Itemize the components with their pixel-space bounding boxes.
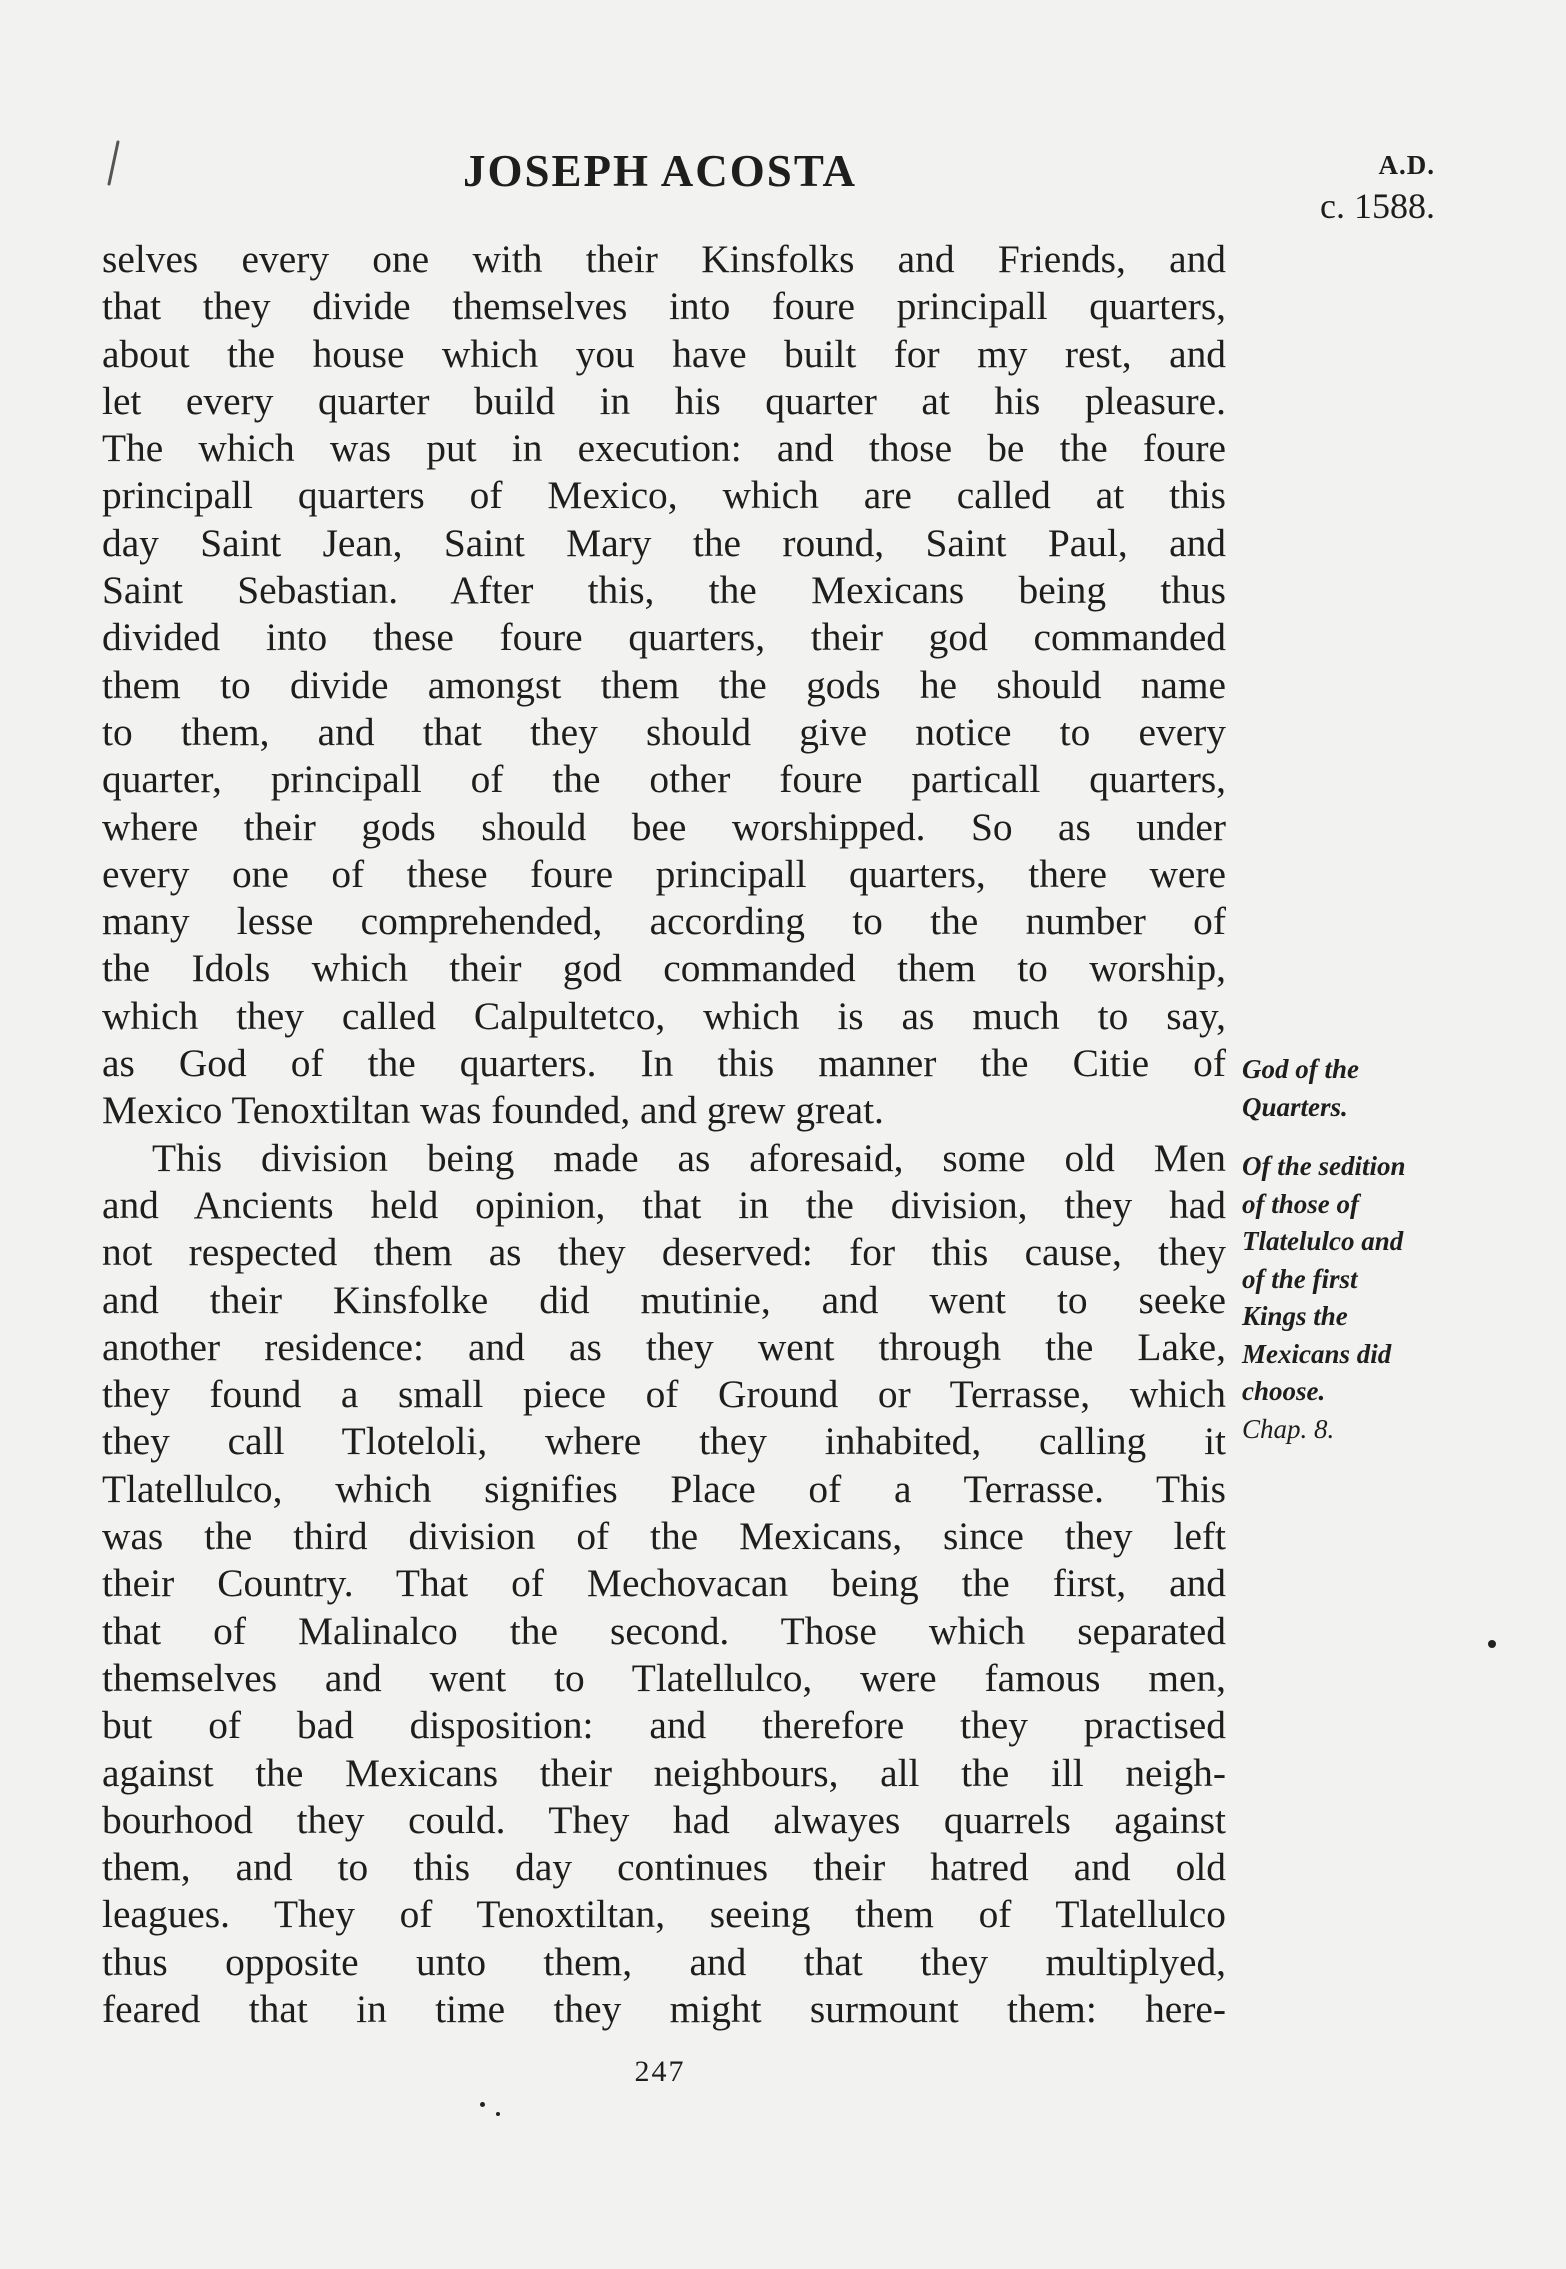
text-line: feared that in time they might surmount them: here- — [102, 1986, 1226, 2031]
date-heading — [1265, 150, 1435, 227]
margin-note-line: Tlatelulco and — [1242, 1226, 1404, 1256]
margin-note-line: of the first — [1242, 1263, 1358, 1294]
text-line: them to divide amongst them the gods he should name — [102, 662, 1226, 707]
text-line: they call Tloteloli, where they inhabited, calling it — [102, 1419, 1226, 1464]
text-line: not respected them as they deserved: for this cause, they — [102, 1230, 1226, 1275]
text-line: principall quarters of Mexico, which are called at this — [102, 473, 1226, 518]
date-year: c. 1588. — [1320, 186, 1435, 226]
text-line: the Idols which their god commanded them to worship, — [102, 946, 1226, 991]
text-line: but of bad disposition: and therefore they practised — [102, 1703, 1226, 1748]
text-line: that of Malinalco the second. Those which separated — [102, 1608, 1226, 1653]
running-head-title: JOSEPH ACOSTA — [463, 146, 857, 196]
text-line: selves every one with their Kinsfolks and Friends, and — [102, 237, 1226, 281]
text-line: them, and to this day continues their hatred and old — [102, 1845, 1226, 1890]
text-line: was the third division of the Mexicans, since they left — [102, 1514, 1226, 1559]
text-line: let every quarter build in his quarter at his pleasure. — [102, 378, 1226, 423]
text-line: day Saint Jean, Saint Mary the round, Saint Paul, and — [102, 520, 1226, 565]
margin-note-gap — [1242, 1126, 1452, 1148]
chapter-reference: Chap. 8. — [1242, 1413, 1335, 1444]
text-line: many lesse comprehended, according to the number of — [102, 899, 1226, 944]
text-line: and Ancients held opinion, that in the division, they had — [102, 1182, 1226, 1227]
margin-note-line: Quarters. — [1242, 1091, 1348, 1122]
text-line: thus opposite unto them, and that they multiplyed, — [102, 1939, 1226, 1984]
text-line: themselves and went to Tlatellulco, were famous men, — [102, 1655, 1226, 1700]
text-line: their Country. That of Mechovacan being the first, and — [102, 1561, 1226, 1606]
page-number: 247 — [634, 2055, 686, 2088]
scan-speck — [480, 2102, 485, 2107]
text-line: The which was put in execution: and those be the foure — [102, 426, 1226, 471]
scan-speck — [1488, 1640, 1496, 1648]
text-line: against the Mexicans their neighbours, all the ill neigh- — [102, 1750, 1226, 1795]
margin-notes — [1242, 1051, 1452, 1448]
text-line: every one of these foure principall quarters, there were — [102, 851, 1226, 896]
margin-note-line: Mexicans did — [1242, 1338, 1392, 1369]
scan-mark — [107, 140, 119, 186]
text-line: to them, and that they should give notice to every — [102, 709, 1226, 754]
margin-note-line: of those of — [1242, 1188, 1359, 1219]
text-line: bourhood they could. They had alwayes quarrels against — [102, 1797, 1226, 1842]
paragraph-end-line: Mexico Tenoxtiltan was founded, and grew great. — [102, 1088, 884, 1133]
text-line: and their Kinsfolke did mutinie, and went to seeke — [102, 1277, 1226, 1322]
text-line: leagues. They of Tenoxtiltan, seeing them of Tlatellulco — [102, 1892, 1226, 1937]
paragraph-start-line: This division being made as aforesaid, some old Men — [152, 1135, 1226, 1180]
text-line: divided into these foure quarters, their god commanded — [102, 615, 1226, 660]
margin-note-line: God of the — [1242, 1054, 1359, 1084]
text-line: quarter, principall of the other foure particall quarters, — [102, 757, 1226, 802]
margin-note-line: choose. — [1242, 1376, 1326, 1406]
text-line: where their gods should bee worshipped. So as under — [102, 804, 1226, 849]
text-line: they found a small piece of Ground or Terrasse, which — [102, 1372, 1226, 1417]
text-line: Saint Sebastian. After this, the Mexicans being thus — [102, 568, 1226, 613]
text-line: which they called Calpultetco, which is as much to say, — [102, 993, 1226, 1038]
margin-note-line: Kings the — [1242, 1301, 1348, 1331]
text-line: Tlatellulco, which signifies Place of a Terrasse. This — [102, 1466, 1226, 1511]
body-text — [102, 236, 1226, 2033]
date-label: A.D. — [1378, 150, 1435, 180]
margin-note-line: Of the sedition — [1242, 1151, 1406, 1181]
scan-speck — [496, 2112, 500, 2116]
text-line: that they divide themselves into foure principall quarters, — [102, 284, 1226, 329]
text-line: as God of the quarters. In this manner the Citie of — [102, 1041, 1226, 1086]
text-line: about the house which you have built for my rest, and — [102, 331, 1226, 376]
text-line: another residence: and as they went through the Lake, — [102, 1324, 1226, 1369]
